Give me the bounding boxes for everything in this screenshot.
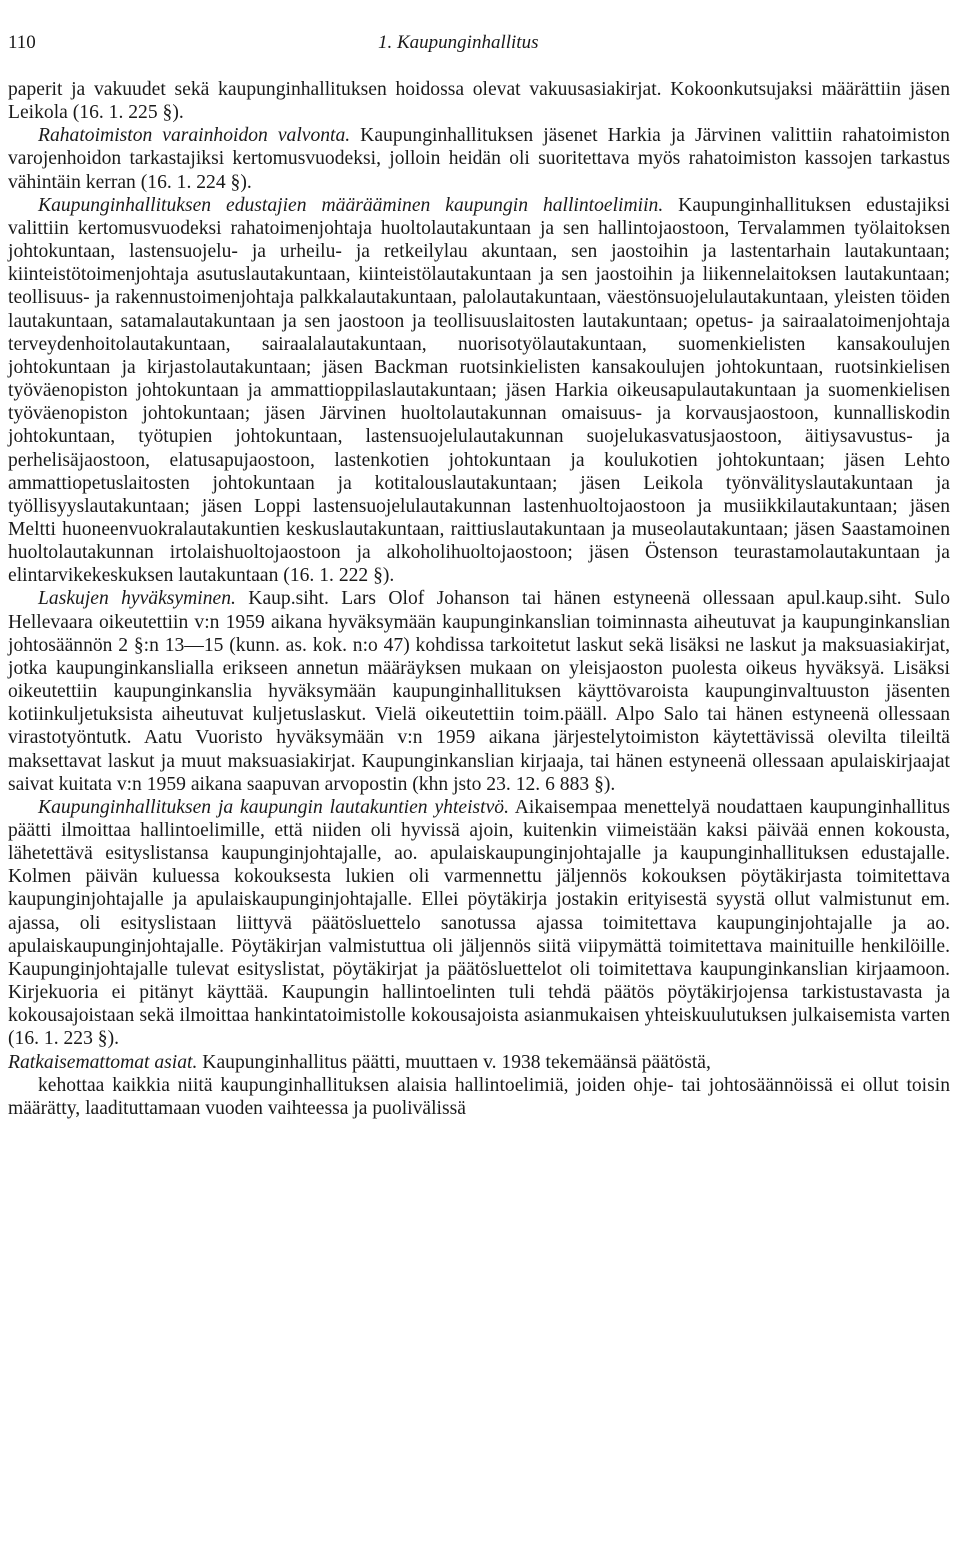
paragraph-laskujen-hyvaksyminen	[8, 587, 950, 795]
paragraph-lead: Kaupunginhallituksen edustajien määrääminen kaupungin hallintoelimiin.	[38, 194, 664, 216]
paragraph-text: Kaupunginhallituksen edustajiksi valittiin kertomusvuodeksi rahatoimenjohtaja huoltolautakuntaan ja sen hallintojaostoon, Tervalammen työlaitoksen johtokuntaan, lastensuojelu- ja urheilu- ja retkeilylau akuntaan, sen jaostoihin ja lastentarhain lautakuntaan; kiinteistötoimenjohtaja asutuslautakuntaan, kiinteistölautakuntaan ja sen jaostoihin ja liikennelaitoksen lautakuntaan; teollisuus- ja rakennustoimenjohtaja palkkalautakuntaan, palolautakuntaan, väestönsuojelulautakuntaan, yleisten töiden lautakuntaan, satamalautakuntaan ja sen jaostoon ja teollisuuslaitosten lautakuntaan; opetus- ja sairaalatoimenjohtaja terveydenhoitolautakuntaan, sairaalalautakuntaan, nuorisotyölautakuntaan, suomenkielisten kansakoulujen johtokuntaan ja kirjastolautakuntaan; jäsen Backman ruotsinkielisten kansakoulujen johtokuntaan, ruotsinkielisen työväenopiston johtokuntaan ja ammattioppilaslautakuntaan; jäsen Harkia oikeusapulautakuntaan ja suomenkielisen työväenopiston johtokuntaan; jäsen Järvinen huoltolautakunnan omaisuus- ja korvausjaostoon, kunnalliskodin johtokuntaan, työtupien johtokuntaan, lastensuojelulautakunnan suojelukasvatusjaostoon, äitiysavustus- ja perhelisäjaostoon, elatusapujaostoon, lastenkotien johtokuntaan ja koulukotien johtokuntaan; jäsen Lehto ammattiopetuslaitosten johtokuntaan ja kotitalouslautakuntaan; jäsen Leikola työnvälityslautakuntaan ja työllisyyslautakuntaan; jäsen Loppi lastensuojelulautakunnan lastenhuoltojaostoon ja musiikkilautakuntaan; jäsen Meltti huoneenvuokralautakuntien keskuslautakuntaan, raittiuslautakuntaan ja museolautakuntaan; jäsen Saastamoinen huoltolautakunnan irtolaishuoltojaostoon ja alkoholihuoltojaostoon; jäsen Östenson teurastamolautakuntaan ja elintarvikekeskuksen lautakuntaan (16. 1. 222 §).	[8, 194, 950, 587]
paragraph-kehottaa	[8, 1074, 950, 1120]
running-header	[8, 28, 950, 68]
paragraph-rahatoimiston-valvonta	[8, 124, 950, 193]
paragraph-lead: Ratkaisemattomat asiat.	[8, 1051, 198, 1073]
paragraph-text: Kaupunginhallitus päätti, muuttaen v. 1938 tekemäänsä päätöstä,	[197, 1051, 711, 1073]
page-number: 110	[8, 32, 36, 53]
paragraph-lead: Kaupunginhallituksen ja kaupungin lautakuntien yhteistvö.	[38, 796, 509, 818]
paragraph-text: paperit ja vakuudet sekä kaupunginhallituksen hoidossa olevat vakuusasiakirjat. Kokoonkutsujaksi määrättiin jäsen Leikola (16. 1. 225 §).	[8, 79, 950, 124]
paragraph-yhteistyo	[8, 796, 950, 1051]
paragraph-text: Kaup.siht. Lars Olof Johanson tai hänen estyneenä ollessaan apul.kaup.siht. Sulo Hellevaara oikeutettiin v:n 1959 aikana hyväksymään kaupunginkanslian toiminnasta aiheutuvat ja kaupunginkanslian johtosäännön 2 §:n 13—15 (kunn. as. kok. n:o 47) kohdissa tarkoitetut laskut sekä lisäksi ne laskut ja maksuasiakirjat, jotka kaupunginkanslialla erikseen annetun määräyksen mukaan on yleisjaoston puolesta oikeus hyväksyä. Lisäksi oikeutettiin kaupunginkanslia hyväksymään kaupunginhallituksen käyttövaroista kaupunginvaltuuston jäsenten kotiinkuljetuksista aiheutuvat kuljetuslaskut. Vielä oikeutettiin toim.pääll. Alpo Salo tai hänen estyneenä ollessaan virastotyöntutk. Aatu Vuoristo hyväksymään v:n 1959 aikana järjestelytoimiston käytettävissä olevilta tileiltä maksettavat laskut ja muut maksuasiakirjat. Kaupunginkanslian kirjaaja, tai hänen estyneenä ollessaan apulaiskirjaajat saivat kuitata v:n 1959 aikana saapuvan arvopostin (khn jsto 23. 12. 6 883 §).	[8, 588, 951, 795]
body-text	[8, 78, 950, 1120]
paragraph-lead: Rahatoimiston varainhoidon valvonta.	[38, 125, 351, 147]
paragraph-text: kehottaa kaikkia niitä kaupunginhallituksen alaisia hallintoelimiä, joiden ohje- tai johtosäännöissä ei ollut toisin määrätty, laadituttamaan vuoden vaihteessa ja puolivälissä	[8, 1074, 950, 1119]
paragraph-edustajien-maaraaminen	[8, 194, 950, 588]
paragraph-text: Kaupunginhallituksen jäsenet Harkia ja Järvinen valittiin rahatoimiston varojenhoidon tarkastajiksi kertomusvuodeksi, jolloin heidän oli suoritettava myös rahatoimiston kassojen tarkastus vähintäin kerran (16. 1. 224 §).	[8, 125, 950, 193]
paragraph-text: Aikaisempaa menettelyä noudattaen kaupunginhallitus päätti ilmoittaa hallintoelimille, että niiden oli hyvissä ajoin, kuitenkin viimeistään kaksi päivää ennen kokousta, lähetettävä esityslistansa kaupunginjohtajalle, ao. apulaiskaupunginjohtajalle ja kaupunginhallituksen edustajalle. Kolmen päivän kuluessa kokouksesta lukien oli varmennettu jäljennös kokouksen pöytäkirjasta toimitettava kaupunginjohtajalle ja apulaiskaupunginjohtajalle. Ellei pöytäkirja jostakin erityisestä syystä ollut valmistunut em. ajassa, oli esityslistaan liittyvä päätösluettelo sanotussa ajassa toimitettava kaupunginjohtajalle ja ao. apulaiskaupunginjohtajalle. Pöytäkirjan valmistuttua oli jäljennös siitä viipymättä toimitettava mainituille henkilöille. Kaupunginjohtajalle tulevat esityslistat, pöytäkirjat ja päätösluettelot oli toimitettava kaupunginkanslian kirjaamoon. Kirjekuoria ei pitänyt käyttää. Kaupungin hallintoelinten tuli tehdä päätös pöytäkirjojensa tarkistustavasta ja kokousajoistaan sekä ilmoittaa hankintatoimistolle kokousajoista asianmukaisen yhteiskuulutuksen julkaisemista varten (16. 1. 223 §).	[8, 796, 950, 1050]
paragraph-ratkaisemattomat-asiat	[8, 1051, 950, 1074]
paragraph-continuation	[8, 78, 950, 124]
running-title: 1. Kaupunginhallitus	[378, 32, 539, 53]
paragraph-lead: Laskujen hyväksyminen.	[38, 588, 236, 610]
